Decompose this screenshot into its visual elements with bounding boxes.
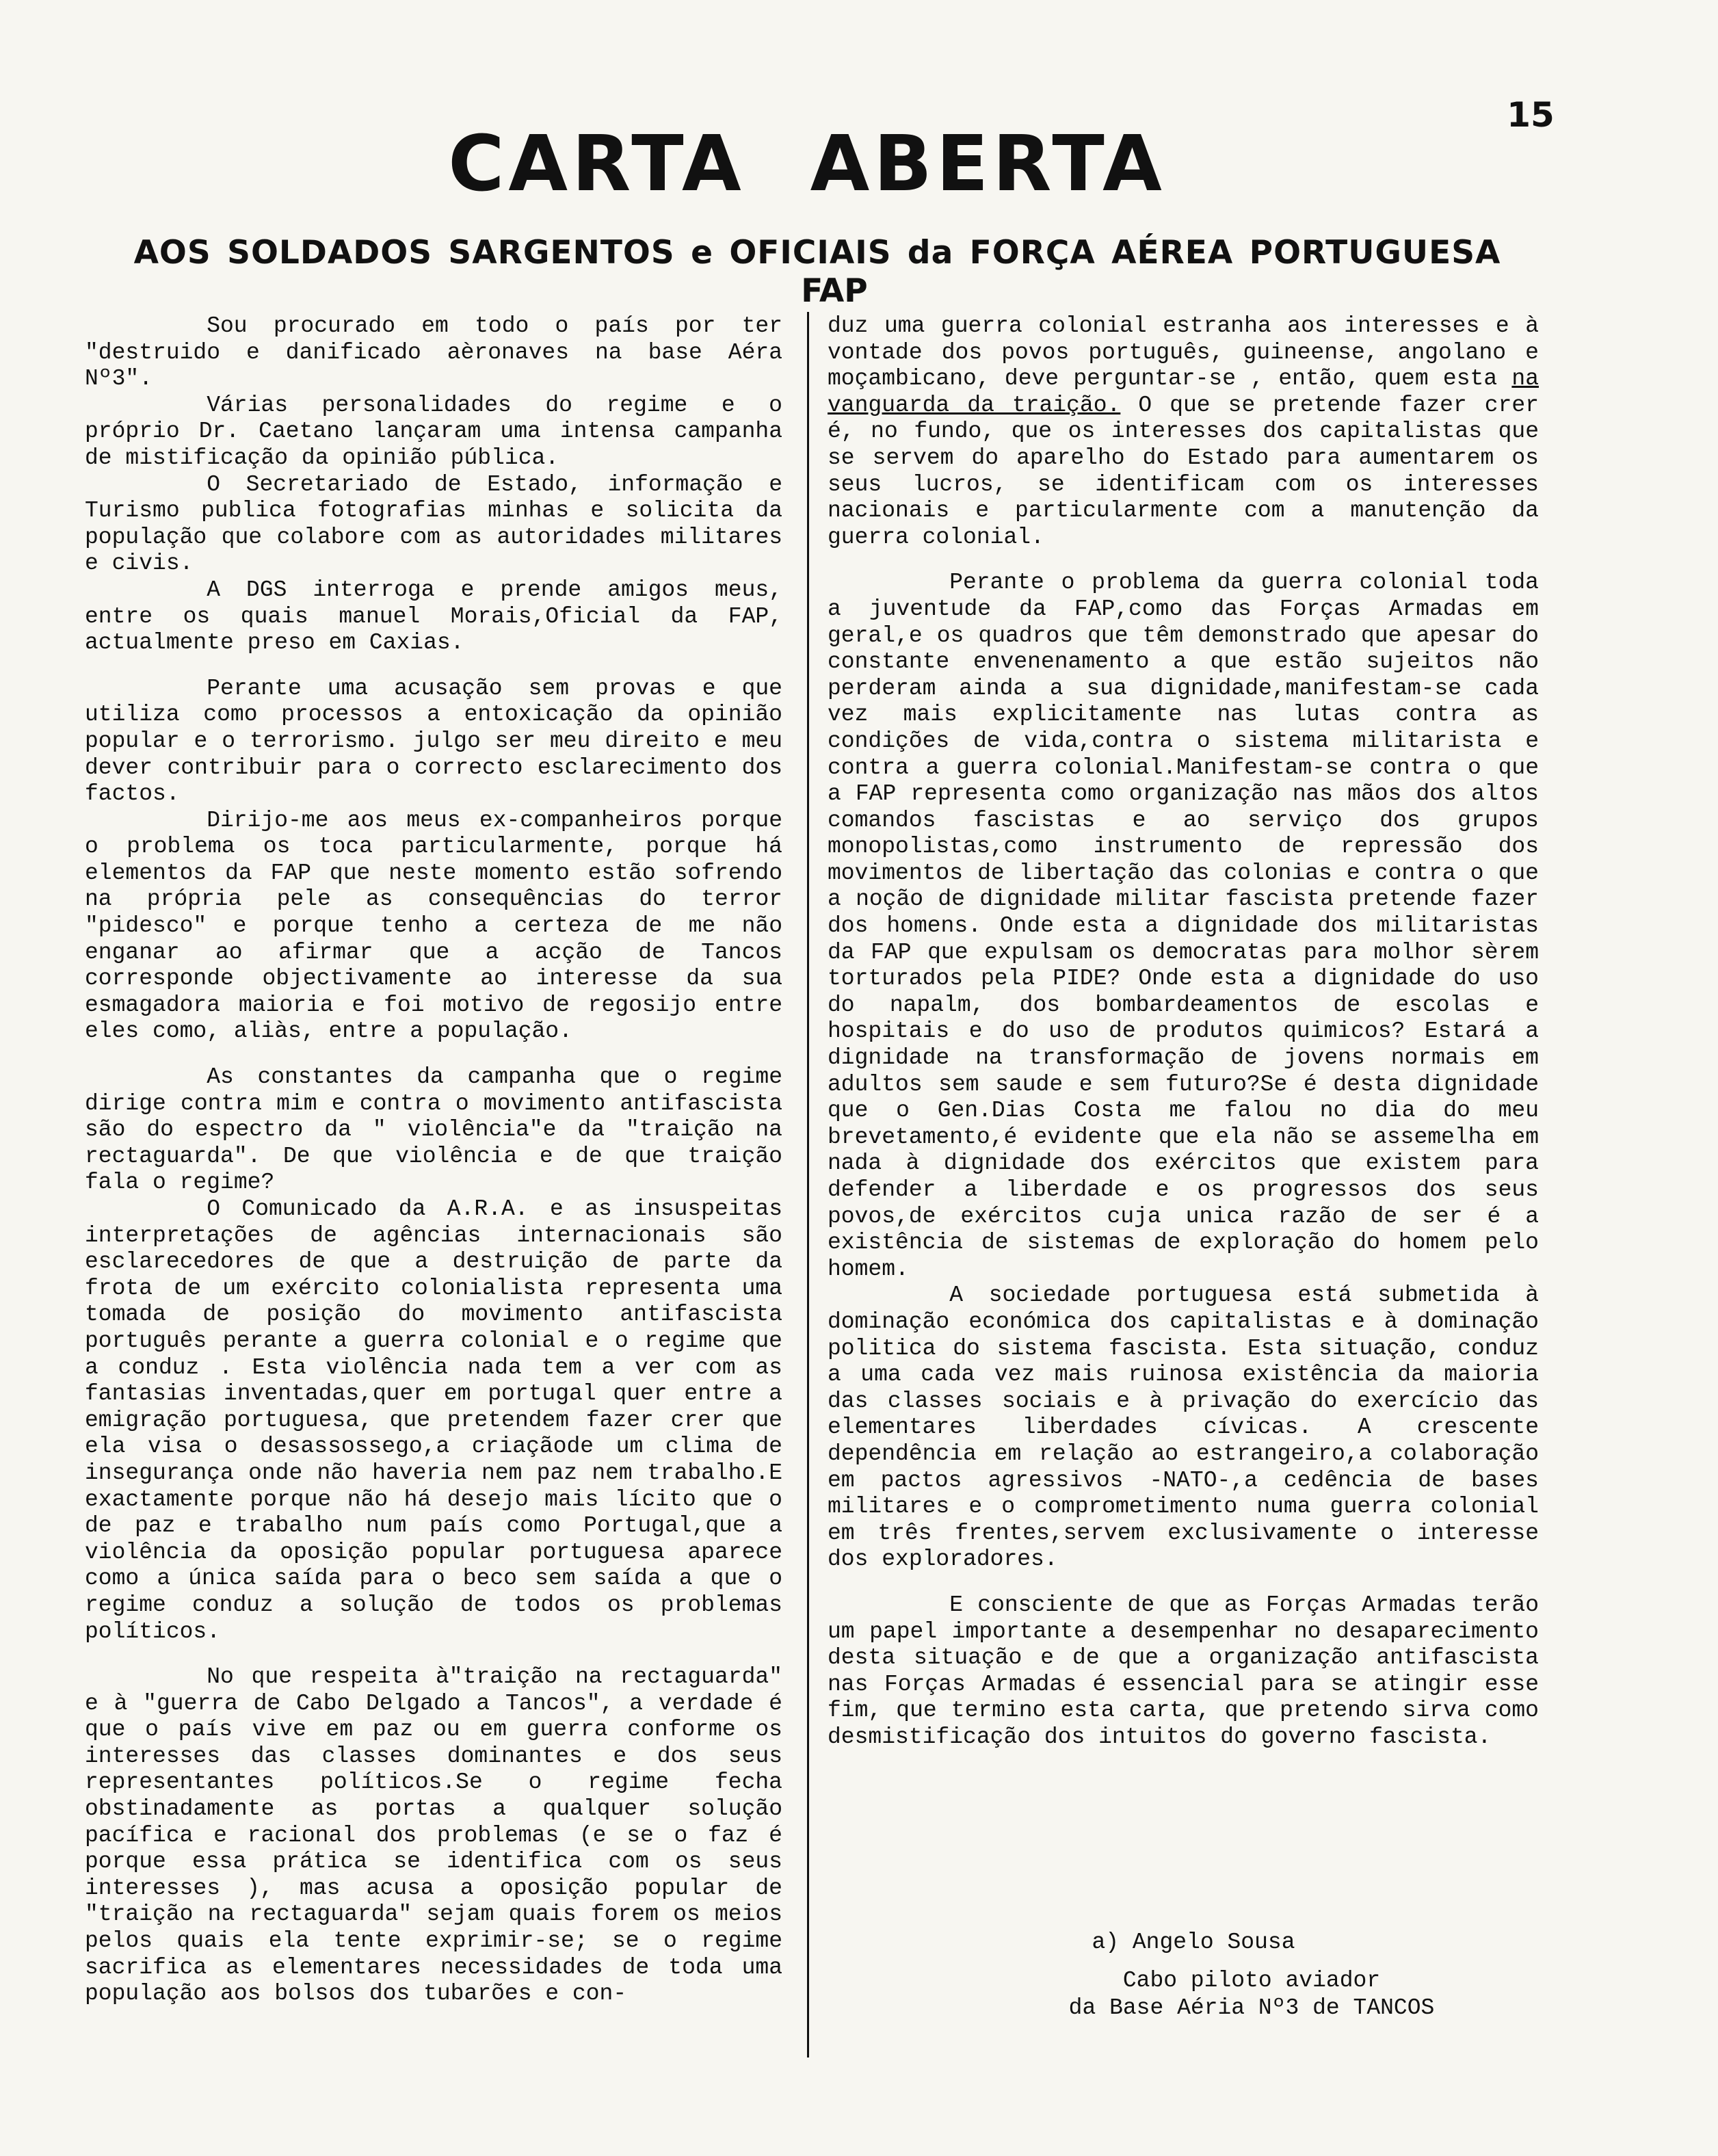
paragraph: A DGS interroga e prende amigos meus, entre os quais manuel Morais,Oficial da FAP, actualmente preso em Caxias. [85,577,782,656]
signature-name: a) Angelo Sousa [1092,1930,1295,1955]
paragraph: Perante uma acusação sem provas e que utiliza como processos a entoxicação da opinião popular e o terrorismo. julgo ser meu direito e meu dever contribuir para o correcto esclarecimento dos factos. [85,675,782,807]
paragraph: No que respeita à"traição na rectaguarda" e à "guerra de Cabo Delgado a Tancos", a verdade é que o país vive em paz ou em guerra conforme os interesses das classes dominantes e dos seus representantes políticos.Se o regime fecha obstinadamente as portas a qualquer solução pacífica e racional dos problemas (e se o faz é porque essa prática se identifica com os seus interesses ), mas acusa a oposição popular de "traição na rectaguarda" sejam quais forem os meios pelos quais ela tente exprimir-se; se o regime sacrifica as elementares necessidades de toda uma população aos bolsos dos tubarões e con- [85,1664,782,2007]
paragraph: Perante o problema da guerra colonial toda a juventude da FAP,como das Forças Armadas em geral,e os quadros que têm demonstrado que apesar do constante envenenamento a que estão sujeitos não perderam ainda a sua dignidade,manifestam-se cada vez mais explicitamente nas lutas contra as condições de vida,contra o sistema militarista e contra a guerra colonial.Manifestam-se contra o que a FAP representa como organização nas mãos dos altos comandos fascistas e ao serviço dos grupos monopolistas,como instrumento de repressão dos movimentos de libertação das colonias e contra o que a noção de dignidade militar fascista pretende fazer dos homens. Onde esta a dignidade dos militaristas da FAP que expulsam os democratas para molhor sèrem torturados pela PIDE? Onde esta a dignidade do uso do napalm, dos bombardeamentos de escolas e hospitais e do uso de produtos quimicos? Estará a dignidade na transformação de jovens normais em adultos sem saude e sem futuro?Se é desta dignidade que o Gen.Dias Costa me falou no dia do meu brevetamento,é evidente que ela não se assemelha em nada à dignidade dos exércitos que existem para defender a liberdade e os progressos dos seus povos,de exércitos cuja unica razão de ser é a existência de sistemas de exploração do homem pelo homem. [828,570,1539,1282]
page-subtitle: AOS SOLDADOS SARGENTOS e OFICIAIS da FORÇA AÉREA PORTUGUESA [133,234,1501,272]
paragraph: Várias personalidades do regime e o próprio Dr. Caetano lançaram uma intensa campanha de mistificação da opinião pública. [85,392,782,471]
signature-rank: Cabo piloto aviador [1122,1968,1381,1993]
paragraph: Dirijo-me aos meus ex-companheiros porque o problema os toca particularmente, porque há elementos da FAP que neste momento estão sofrendo na própria pele as consequências do terror "pidesco" e porque tenho a certeza de me não enganar ao afirmar que a acção de Tancos corresponde objectivamente ao interesse da sua esmagadora maioria e foi motivo de regosijo entre eles como, aliàs, entre a população. [85,807,782,1044]
paragraph: O Secretariado de Estado, informação e Turismo publica fotografias minhas e solicita da população que colabore com as autoridades militares e civis. [85,471,782,577]
left-column [85,313,782,2008]
paragraph: O Comunicado da A.R.A. e as insuspeitas interpretações de agências internacionais são esclarecedores de que a destruição de parte da frota de um exército colonialista representa uma tomada de posição do movimento antifascista português perante a guerra colonial e o regime que a conduz . Esta violência nada tem a ver com as fantasias inventadas,quer em portugal quer entre a emigração portuguesa, que pretendem fazer crer que ela visa o desassossego,a criaçãode um clima de insegurança onde não haveria nem paz nem trabalho.E exactamente porque não há desejo mais lícito que o de paz e trabalho num país como Portugal,que a violência da oposição popular portuguesa aparece como a única saída para o beco sem saída a que o regime conduz a solução de todos os problemas políticos. [85,1196,782,1644]
paragraph: As constantes da campanha que o regime dirige contra mim e contra o movimento antifascista são do espectro da " violência"e da "traição na rectaguarda". De que violência e de que traição fala o regime? [85,1064,782,1196]
paragraph-text: duz uma guerra colonial estranha aos interesses e à vontade dos povos português, guineense, angolano e moçambicano, deve perguntar-se , então, quem esta [828,313,1539,392]
paragraph-text: O que se pretende fazer crer é, no fundo, que os interesses dos capitalistas que se servem do aparelho do Estado para aumentarem os seus lucros, se identificam com os interesses nacionais e particularmente com a manutenção da guerra colonial. [828,392,1539,550]
right-column [828,313,1539,1750]
paragraph: E consciente de que as Forças Armadas terão um papel importante a desempenhar no desaparecimento desta situação e de que a organização antifascista nas Forças Armadas é essencial para se atingir esse fim, que termino esta carta, que pretendo sirva como desmistificação dos intuitos do governo fascista. [828,1592,1539,1750]
page-title: CARTA ABERTA [448,120,1166,209]
signature-base: da Base Aéria Nº3 de TANCOS [1068,1995,1435,2021]
paragraph-continued [828,313,1539,551]
signature-block [978,1929,1525,2022]
column-divider [807,312,809,2058]
subtitle-acronym: FAP [801,272,868,310]
underlined-phrase: na vanguarda da traição. [828,366,1539,418]
paragraph: A sociedade portuguesa está submetida à dominação económica dos capitalistas e à dominação politica do sistema fascista. Esta situação, conduz a uma cada vez mais ruinosa existência da maioria das classes sociais e à privação do exercício das elementares liberdades cívicas. A crescente dependência em relação ao estrangeiro,a colaboração em pactos agressivos -NATO-,a cedência de bases militares e o comprometimento numa guerra colonial em três frentes,servem exclusivamente o interesse dos exploradores. [828,1283,1539,1573]
paragraph: Sou procurado em todo o país por ter "destruido e danificado aèronaves na base Aéra Nº3". [85,313,782,392]
page-number: 15 [1507,95,1555,135]
